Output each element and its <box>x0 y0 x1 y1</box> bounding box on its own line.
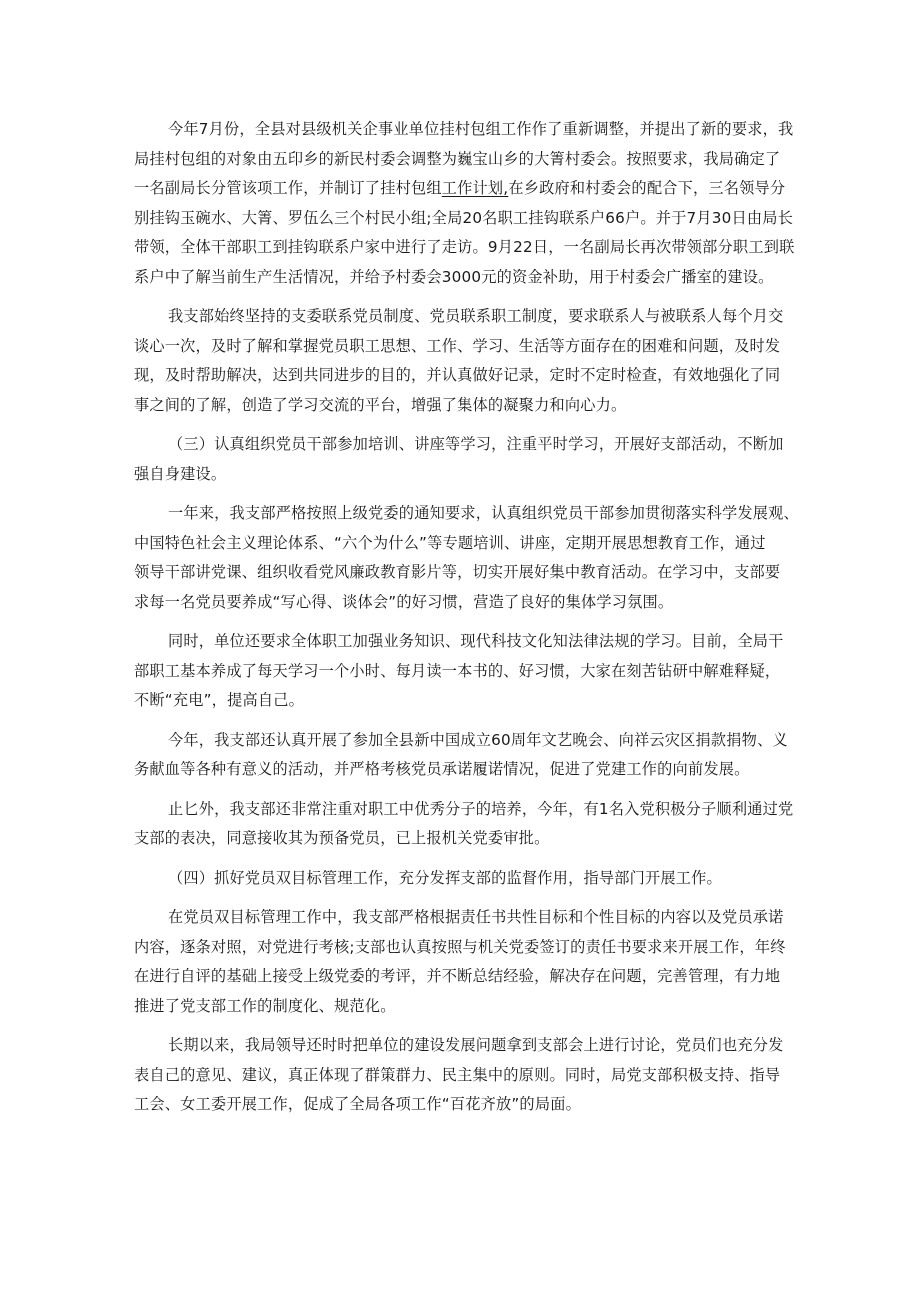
text-line: 表自己的意见、建议，真正体现了群策群力、民主集中的原则。同时，局党支部积极支持、指导 <box>134 1065 781 1084</box>
text-line: 不断“充电”，提高自己。 <box>134 691 305 709</box>
text-line: 系户中了解当前生产生活情况，并给予村委会3000元的资金补助，用于村委会广播室的建设。 <box>134 267 774 286</box>
text-line: 今年，我支部还认真开展了参加全县新中国成立60周年文艺晚会、向祥云灾区捐款捐物、义 <box>168 730 788 749</box>
text-segment: 一名副局长分管该项工作，并制订了挂村包组 <box>134 179 442 197</box>
text-line: 长期以来，我局领导还时时把单位的建设发展问题拿到支部会上进行讨论，党员们也充分发 <box>168 1036 784 1054</box>
text-line: 带领，全体干部职工到挂钩联系户家中进行了走访。9月22日，一名副局长再次带领部分职工到联 <box>134 238 795 256</box>
paragraph-2 <box>134 302 796 420</box>
paragraph-10 <box>134 1031 796 1120</box>
text-line: 一年来，我支部严格按照上级党委的通知要求，认真组织党员干部参加贯彻落实科学发展观、 <box>168 504 799 522</box>
text-line: 强自身建设。 <box>134 464 227 483</box>
text-line: 内容，逐条对照，对党进行考核;支部也认真按照与机关党委签订的责任书要求来开展工作，年终 <box>134 937 786 956</box>
paragraph-4 <box>134 499 799 617</box>
document-body <box>134 115 799 1130</box>
paragraph-9 <box>134 903 796 1021</box>
text-segment: 在乡政府和村委会的配合下，三名领导分 <box>508 179 786 197</box>
work-plan-link[interactable]: 工作计划, <box>441 179 509 197</box>
paragraph-1 <box>134 115 796 292</box>
text-line: 部职工基本养成了每天学习一个小时、每月读一本书的、好习惯，大家在刻苦钻研中解难释疑， <box>134 661 781 680</box>
section-heading-3 <box>134 430 796 489</box>
section-heading-4 <box>134 864 796 894</box>
text-line: 支部的表决，同意接收其为预备党员，已上报机关党委审批。 <box>134 829 550 847</box>
text-line: 领导干部讲党课、组织收看党风廉政教育影片等，切实开展好集中教育活动。在学习中，支部要 <box>134 563 781 581</box>
paragraph-7 <box>134 795 796 854</box>
text-line: （三）认真组织党员干部参加培训、讲座等学习，注重平时学习，开展好支部活动，不断加 <box>168 435 784 453</box>
text-line: 中国特色社会主义理论体系、“六个为什么”等专题培训、讲座，定期开展思想教育工作，通过 <box>134 533 766 552</box>
text-line: 今年7月份，全县对县级机关企事业单位挂村包组工作作了重新调整，并提出了新的要求，我 <box>168 120 794 138</box>
text-line: 求每一名党员要养成“写心得、谈体会”的好习惯，营造了良好的集体学习氛围。 <box>134 592 674 611</box>
text-line: 在党员双目标管理工作中，我支部严格根据责任书共性目标和个性目标的内容以及党员承诺 <box>168 908 784 926</box>
text-line: 谈心一次，及时了解和掌握党员职工思想、工作、学习、生活等方面存在的困难和问题，及时发 <box>134 336 781 355</box>
text-line: 我支部始终坚持的支委联系党员制度、党员联系职工制度，要求联系人与被联系人每个月交 <box>168 307 784 325</box>
text-line: 局挂村包组的对象由五印乡的新民村委会调整为巍宝山乡的大箐村委会。按照要求，我局确定了 <box>134 149 781 168</box>
text-line <box>134 174 796 204</box>
text-line: 推进了党支部工作的制度化、规范化。 <box>134 996 396 1015</box>
text-line: 同时，单位还要求全体职工加强业务知识、现代科技文化知法律法规的学习。目前，全局干 <box>168 632 784 650</box>
text-line: 事之间的了解，创造了学习交流的平台，增强了集体的凝聚力和向心力。 <box>134 395 627 414</box>
text-line: 现，及时帮助解决，达到共同进步的目的，并认真做好记录，定时不定时检查，有效地强化了同 <box>134 366 781 384</box>
text-line: 在进行自评的基础上接受上级党委的考评，并不断总结经验，解决存在问题，完善管理，有力地 <box>134 967 781 985</box>
text-line: 别挂钩玉碗水、大箐、罗伍么三个村民小组;全局20名职工挂钩联系户66户。并于7月30日由局长 <box>134 208 794 227</box>
text-line: 工会、女工委开展工作，促成了全局各项工作“百花齐放”的局面。 <box>134 1095 581 1113</box>
paragraph-5 <box>134 627 796 716</box>
text-line: 止匕外，我支部还非常注重对职工中优秀分子的培养，今年，有1名入党积极分子顺利通过党 <box>168 799 794 818</box>
paragraph-6 <box>134 726 796 785</box>
text-line: （四）抓好党员双目标管理工作，充分发挥支部的监督作用，指导部门开展工作。 <box>168 868 722 887</box>
text-line: 务献血等各种有意义的活动，并严格考核党员承诺履诺情况，促进了党建工作的向前发展。 <box>134 760 750 778</box>
